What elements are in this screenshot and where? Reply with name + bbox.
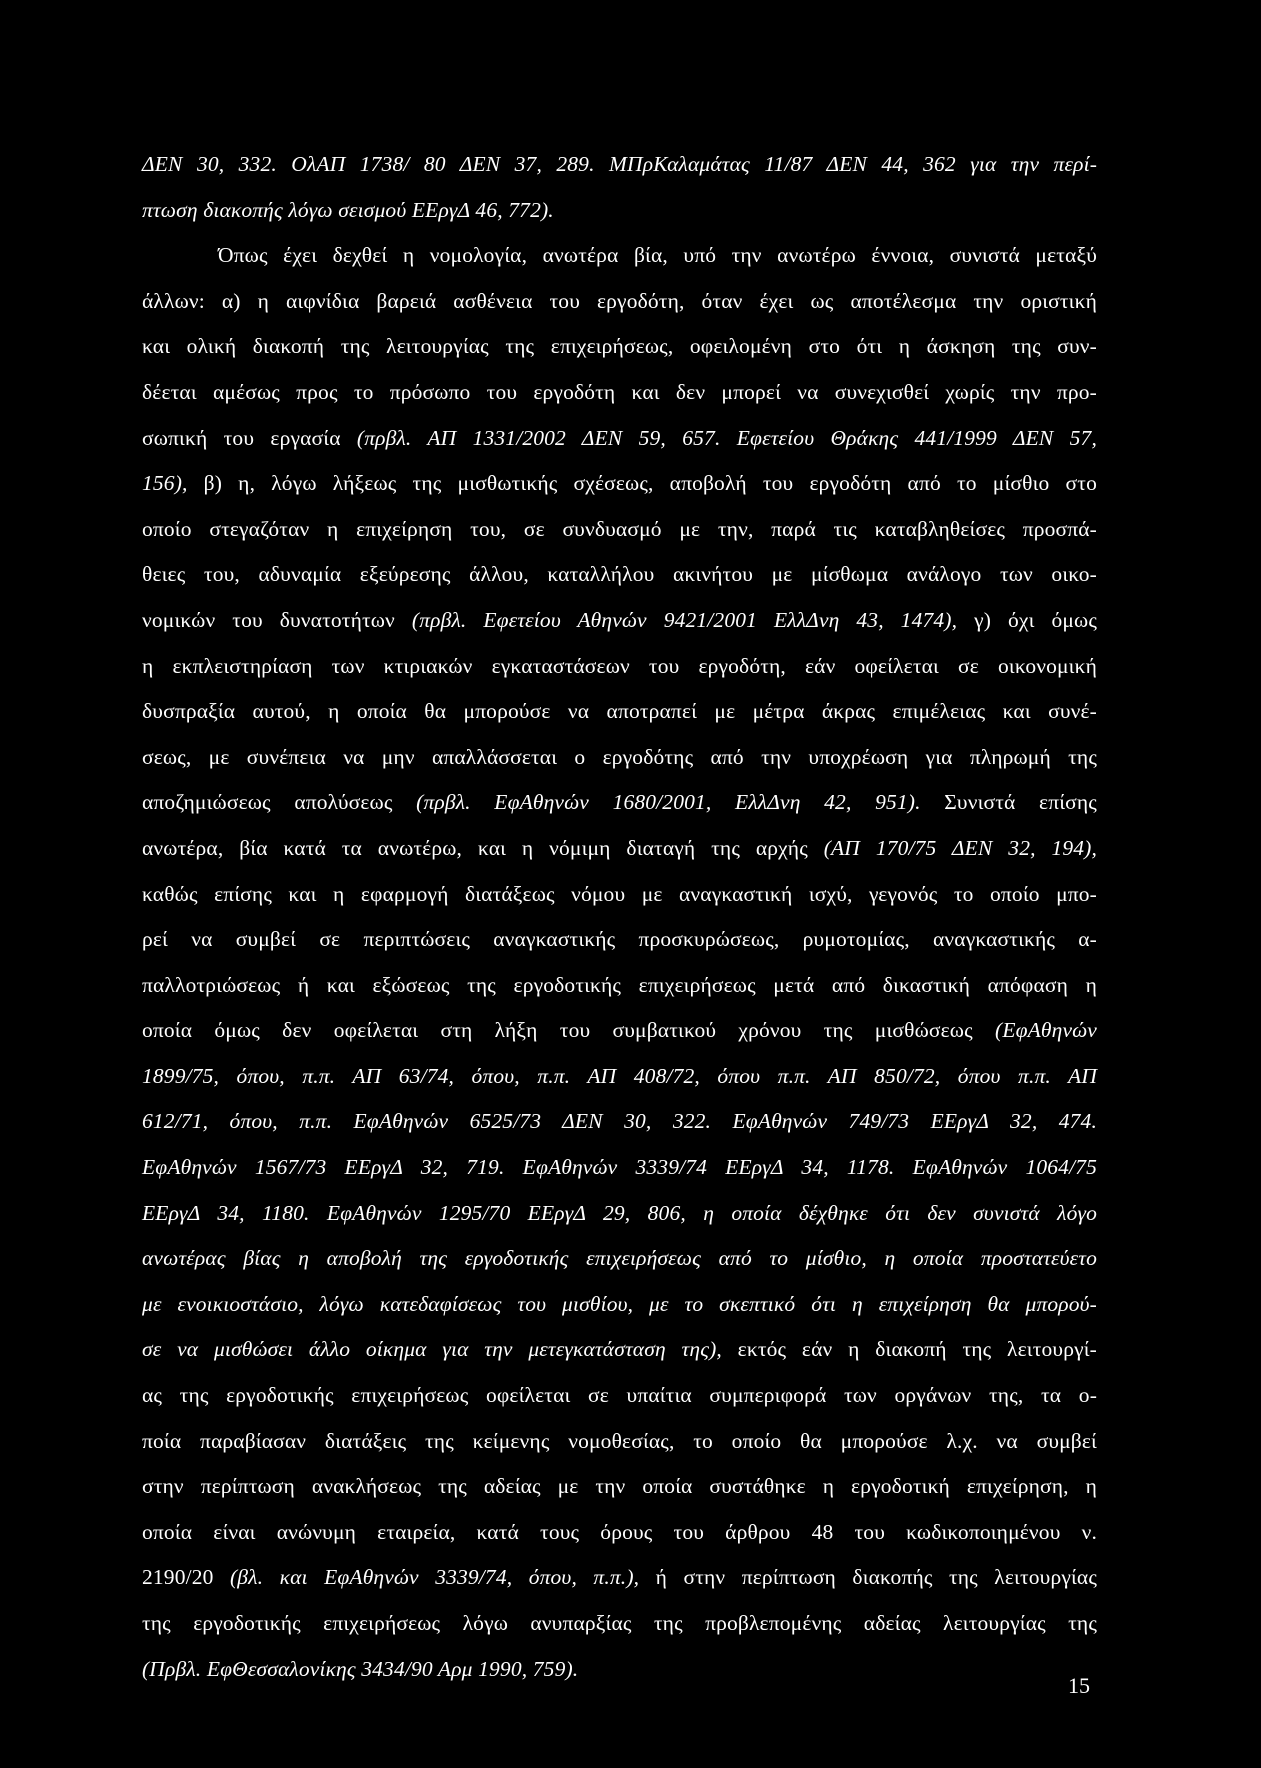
text-run: ποία παραβίασαν διατάξεις της κείμενης νομοθεσίας, το οποίο θα μπορούσε λ.χ. να συμβεί — [142, 1428, 1097, 1453]
citation-run: (ΕφΑθηνών — [995, 1018, 1097, 1043]
text-line — [142, 1647, 1097, 1693]
text-run: δυσπραξία αυτού, η οποία θα μπορούσε να αποτραπεί με μέτρα άκρας επιμέλειας και συνέ- — [142, 699, 1097, 724]
body-text — [142, 142, 1097, 1692]
text-line — [142, 826, 1097, 872]
text-line — [142, 1555, 1097, 1601]
text-run: και ολική διακοπή της λειτουργίας της επιχειρήσεως, οφειλομένη στο ότι η άσκηση της συν- — [142, 334, 1097, 359]
text-run: αποζημιώσεως απολύσεως — [142, 790, 417, 815]
text-run: οποία όμως δεν οφείλεται στη λήξη του συμβατικού χρόνου της μισθώσεως — [142, 1018, 996, 1043]
text-run: ανωτέρα, βία κατά τα ανωτέρω, και η νόμιμη διαταγή της αρχής — [142, 835, 824, 860]
citation-run: 156), — [142, 471, 188, 496]
text-line — [142, 324, 1097, 370]
citation-run: (πρβλ. Εφετείου Αθηνών 9421/2001 ΕλλΔνη 43, 1474), — [411, 607, 958, 632]
text-line — [142, 1236, 1097, 1282]
text-line — [142, 872, 1097, 918]
text-line — [142, 279, 1097, 325]
text-run: δέεται αμέσως προς το πρόσωπο του εργοδότη και δεν μπορεί να συνεχισθεί χωρίς την προ- — [142, 379, 1097, 404]
citation-run: (πρβλ. ΕφΑθηνών 1680/2001, ΕλλΔνη 42, 951). — [416, 790, 921, 815]
text-line — [142, 1099, 1097, 1145]
text-run: ή στην περίπτωση διακοπής της λειτουργίας — [639, 1565, 1097, 1590]
text-run: γ) όχι όμως — [957, 607, 1098, 632]
text-run: σωπική του εργασία — [142, 425, 357, 450]
text-line — [142, 1054, 1097, 1100]
text-line — [142, 963, 1097, 1009]
citation-run: (πρβλ. ΑΠ 1331/2002 ΔΕΝ 59, 657. Εφετείου Θράκης 441/1999 ΔΕΝ 57, — [356, 425, 1097, 450]
citation-run: ανωτέρας βίας η αποβολή της εργοδοτικής επιχειρήσεως από το μίσθιο, η οποία προστατεύετο — [142, 1246, 1097, 1271]
text-line — [142, 507, 1097, 553]
citation-run: (ΑΠ 170/75 ΔΕΝ 32, 194), — [823, 835, 1097, 860]
text-run: ας της εργοδοτικής επιχειρήσεως οφείλεται σε υπαίτια συμπεριφορά των οργάνων της, τα ο- — [142, 1383, 1097, 1408]
citation-run: (Πρβλ. ΕφΘεσσαλονίκης 3434/90 Αρμ 1990, 759). — [142, 1656, 579, 1681]
text-run: εκτός εάν η διακοπή της λειτουργί- — [721, 1337, 1097, 1362]
citation-run: σε να μισθώσει άλλο οίκημα για την μετεγκατάσταση της), — [142, 1337, 722, 1362]
text-run: Όπως έχει δεχθεί η νομολογία, ανωτέρα βία, υπό την ανωτέρω έννοια, συνιστά μεταξύ — [218, 243, 1097, 268]
text-line — [142, 1008, 1097, 1054]
text-run: οποία είναι ανώνυμη εταιρεία, κατά τους όρους του άρθρου 48 του κωδικοποιημένου ν. — [142, 1519, 1097, 1544]
text-run: σεως, με συνέπεια να μην απαλλάσσεται ο εργοδότης από την υποχρέωση για πληρωμή της — [142, 744, 1097, 769]
page-number: 15 — [1068, 1673, 1090, 1698]
text-line — [142, 689, 1097, 735]
text-line — [142, 1145, 1097, 1191]
text-line — [142, 233, 1097, 279]
citation-run: με ενοικιοστάσιο, λόγω κατεδαφίσεως του μισθίου, με το σκεπτικό ότι η επιχείρηση θα μπορού- — [142, 1291, 1097, 1316]
text-line — [142, 644, 1097, 690]
text-line — [142, 552, 1097, 598]
text-line — [142, 1464, 1097, 1510]
text-run: καθώς επίσης και η εφαρμογή διατάξεως νόμου με αναγκαστική ισχύ, γεγονός το οποίο μπο- — [142, 881, 1097, 906]
text-line — [142, 1191, 1097, 1237]
text-line — [142, 1419, 1097, 1465]
text-run: η εκπλειστηρίαση των κτιριακών εγκαταστάσεων του εργοδότη, εάν οφείλεται σε οικονομική — [142, 653, 1097, 678]
text-run: παλλοτριώσεως ή και εξώσεως της εργοδοτικής επιχειρήσεως μετά από δικαστική απόφαση η — [142, 972, 1097, 997]
text-run: 2190/20 — [142, 1565, 230, 1590]
text-line — [142, 735, 1097, 781]
text-line — [142, 1282, 1097, 1328]
text-line — [142, 1327, 1097, 1373]
text-run: της εργοδοτικής επιχειρήσεως λόγω ανυπαρξίας της προβλεπομένης αδείας λειτουργίας της — [142, 1611, 1097, 1635]
text-run: ΔΕΝ 30, 332. ΟλΑΠ 1738/ 80 ΔΕΝ 37, 289. ΜΠρΚαλαμάτας 11/87 ΔΕΝ 44, 362 για την περί- — [142, 152, 1097, 176]
citation-run: 1899/75, όπου, π.π. ΑΠ 63/74, όπου, π.π. ΑΠ 408/72, όπου π.π. ΑΠ 850/72, όπου π.π. ΑΠ — [142, 1063, 1097, 1088]
text-run: νομικών του δυνατοτήτων — [142, 607, 412, 632]
citation-run: 612/71, όπου, π.π. ΕφΑθηνών 6525/73 ΔΕΝ 30, 322. ΕφΑθηνών 749/73 ΕΕργΔ 32, 474. — [142, 1109, 1097, 1134]
text-line — [142, 598, 1097, 644]
text-line — [142, 1373, 1097, 1419]
text-line — [142, 1510, 1097, 1556]
text-line — [142, 780, 1097, 826]
text-run: θειες του, αδυναμία εξεύρεσης άλλου, καταλλήλου ακινήτου με μίσθωμα ανάλογο των οικο- — [142, 562, 1097, 587]
text-line — [142, 142, 1097, 188]
text-run: Συνιστά επίσης — [920, 790, 1097, 815]
text-line — [142, 370, 1097, 416]
text-run: ρεί να συμβεί σε περιπτώσεις αναγκαστικής προσκυρώσεως, ρυμοτομίας, αναγκαστικής α- — [142, 927, 1097, 952]
text-line — [142, 416, 1097, 462]
citation-run: ΕφΑθηνών 1567/73 ΕΕργΔ 32, 719. ΕφΑθηνών 3339/74 ΕΕργΔ 34, 1178. ΕφΑθηνών 1064/75 — [142, 1155, 1097, 1180]
text-run: άλλων: α) η αιφνίδια βαρειά ασθένεια του εργοδότη, όταν έχει ως αποτέλεσμα την οριστική — [142, 288, 1097, 313]
text-line — [142, 188, 1097, 234]
text-line — [142, 917, 1097, 963]
text-run: πτωση διακοπής λόγω σεισμού ΕΕργΔ 46, 772). — [142, 197, 554, 222]
citation-run: ΕΕργΔ 34, 1180. ΕφΑθηνών 1295/70 ΕΕργΔ 29, 806, η οποία δέχθηκε ότι δεν συνιστά λόγο — [142, 1200, 1097, 1225]
citation-run: (βλ. και ΕφΑθηνών 3339/74, όπου, π.π.), — [229, 1565, 640, 1590]
text-run: στην περίπτωση ανακλήσεως της αδείας με την οποία συστάθηκε η εργοδοτική επιχείρηση, η — [142, 1474, 1097, 1499]
text-run: β) η, λόγω λήξεως της μισθωτικής σχέσεως, αποβολή του εργοδότη από το μίσθιο στο — [187, 471, 1097, 496]
text-run: οποίο στεγαζόταν η επιχείρηση του, σε συνδυασμό με την, παρά τις καταβληθείσες προσπά- — [142, 516, 1097, 541]
text-line — [142, 1601, 1097, 1647]
text-line — [142, 461, 1097, 507]
